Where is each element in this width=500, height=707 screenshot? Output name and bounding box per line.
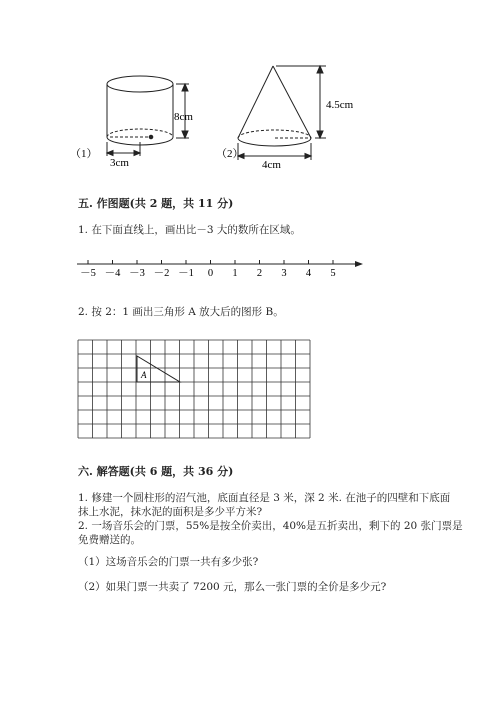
cone-height-label: 4.5cm [326, 99, 354, 111]
section-6-question-1-line-2: 抹上水泥，抹水泥的面积是多少平方米? [78, 506, 263, 518]
solid-figures [0, 0, 500, 180]
section-6-question-2-sub-1: （1）这场音乐会的门票一共有多少张? [78, 556, 259, 568]
section-6-heading: 六. 解答题(共 6 题，共 36 分) [78, 465, 234, 478]
cylinder-diameter-label: 3cm [110, 157, 129, 169]
number-line-tick-label: －3 [129, 268, 145, 279]
section-6-question-2-sub-2: （2）如果门票一共卖了 7200 元，那么一张门票的全价是多少元? [78, 581, 387, 593]
number-line-tick-label: 2 [256, 268, 263, 279]
number-line-tick-label: 3 [281, 268, 287, 279]
number-line-tick-label: －2 [153, 268, 170, 279]
number-line-tick-label: 4 [305, 268, 312, 279]
number-line-tick-label: 1 [232, 268, 238, 279]
section-6-question-2-line-1: 2. 一场音乐会的门票，55%是按全价卖出，40%是五折卖出，剩下的 20 张门票是 [78, 520, 463, 532]
number-line-tick-label: －5 [80, 268, 96, 279]
section-5-heading: 五. 作图题(共 2 题，共 11 分) [78, 197, 234, 210]
number-line-tick-label: 0 [207, 268, 214, 279]
cylinder-height-label: 8cm [174, 111, 193, 123]
figure-1-label: （1） [70, 148, 98, 160]
grid-figure [0, 330, 500, 442]
number-line-tick-label: －4 [104, 268, 121, 279]
triangle-a-label: A [141, 370, 147, 380]
number-line [0, 255, 500, 285]
section-6-question-1-line-1: 1. 修建一个圆柱形的沼气池，底面直径是 3 米，深 2 米. 在池子的四壁和下底面 [78, 492, 451, 504]
cone-diameter-label: 4cm [262, 159, 281, 171]
number-line-tick-label: 5 [330, 268, 336, 279]
figure-2-label: （2） [216, 148, 244, 160]
section-5-question-1: 1. 在下面直线上，画出比－3 大的数所在区域。 [78, 224, 301, 236]
section-6-question-2-line-2: 免费赠送的。 [78, 534, 141, 546]
cone-figure [238, 66, 326, 160]
section-5-question-2: 2. 按 2：1 画出三角形 A 放大后的图形 B。 [78, 306, 284, 318]
number-line-tick-label: －1 [178, 268, 194, 279]
